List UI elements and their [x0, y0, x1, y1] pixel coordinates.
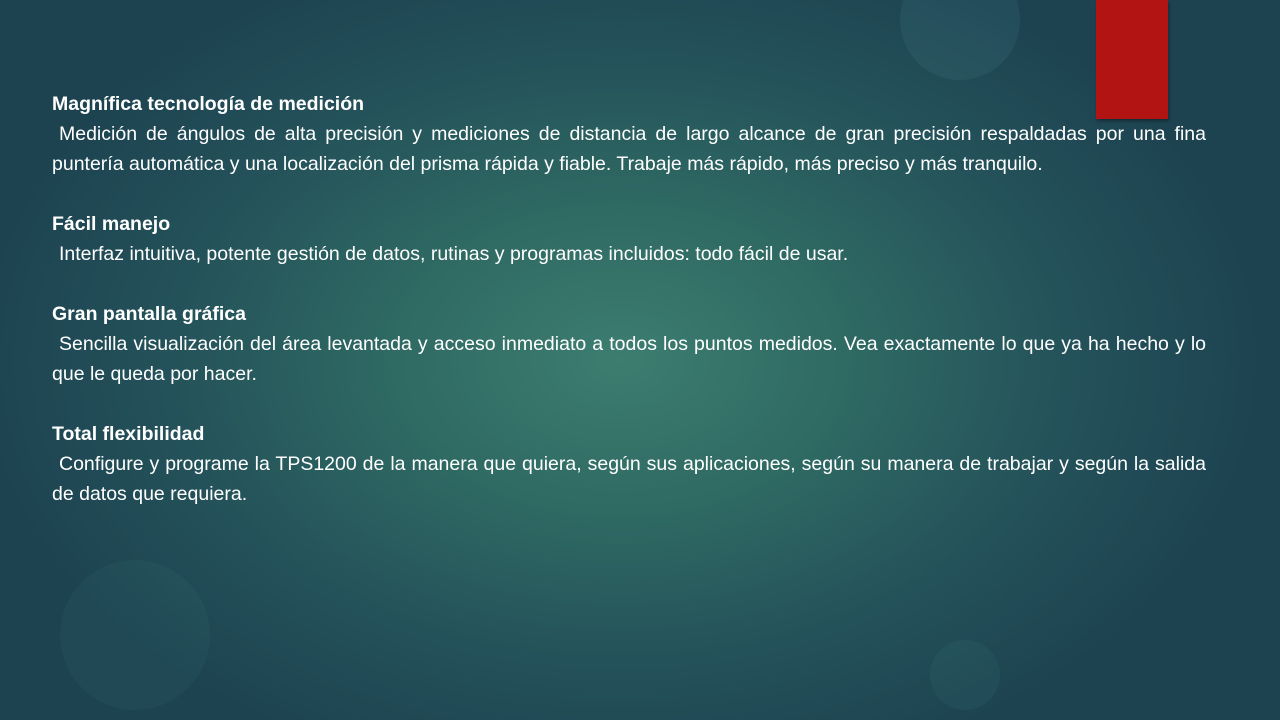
section-manejo [52, 209, 1206, 269]
background-glow [60, 560, 210, 710]
section-pantalla [52, 299, 1206, 389]
background-glow [930, 640, 1000, 710]
section-body: Sencilla visualización del área levantada y acceso inmediato a todos los puntos medidos. Vea exactamente lo que ya ha hecho y lo que le queda por hacer. [52, 333, 1206, 385]
section-heading: Total flexibilidad [52, 423, 205, 445]
section-heading: Magnífica tecnología de medición [52, 93, 365, 115]
section-body: Medición de ángulos de alta precisión y mediciones de distancia de largo alcance de gran precisión respaldadas por una fina puntería automática y una localización del prisma rápida y fiable. Trabaje más rápido, más preciso y más tranquilo. [52, 123, 1206, 175]
background-glow [900, 0, 1020, 80]
section-body: Interfaz intuitiva, potente gestión de datos, rutinas y programas incluidos: todo fácil de usar. [59, 243, 849, 265]
section-heading: Fácil manejo [52, 213, 171, 235]
section-body: Configure y programe la TPS1200 de la manera que quiera, según sus aplicaciones, según su manera de trabajar y según la salida de datos que requiera. [52, 453, 1206, 505]
slide-content [52, 89, 1206, 539]
section-flexibilidad [52, 419, 1206, 509]
section-medicion [52, 89, 1206, 179]
section-heading: Gran pantalla gráfica [52, 303, 246, 325]
